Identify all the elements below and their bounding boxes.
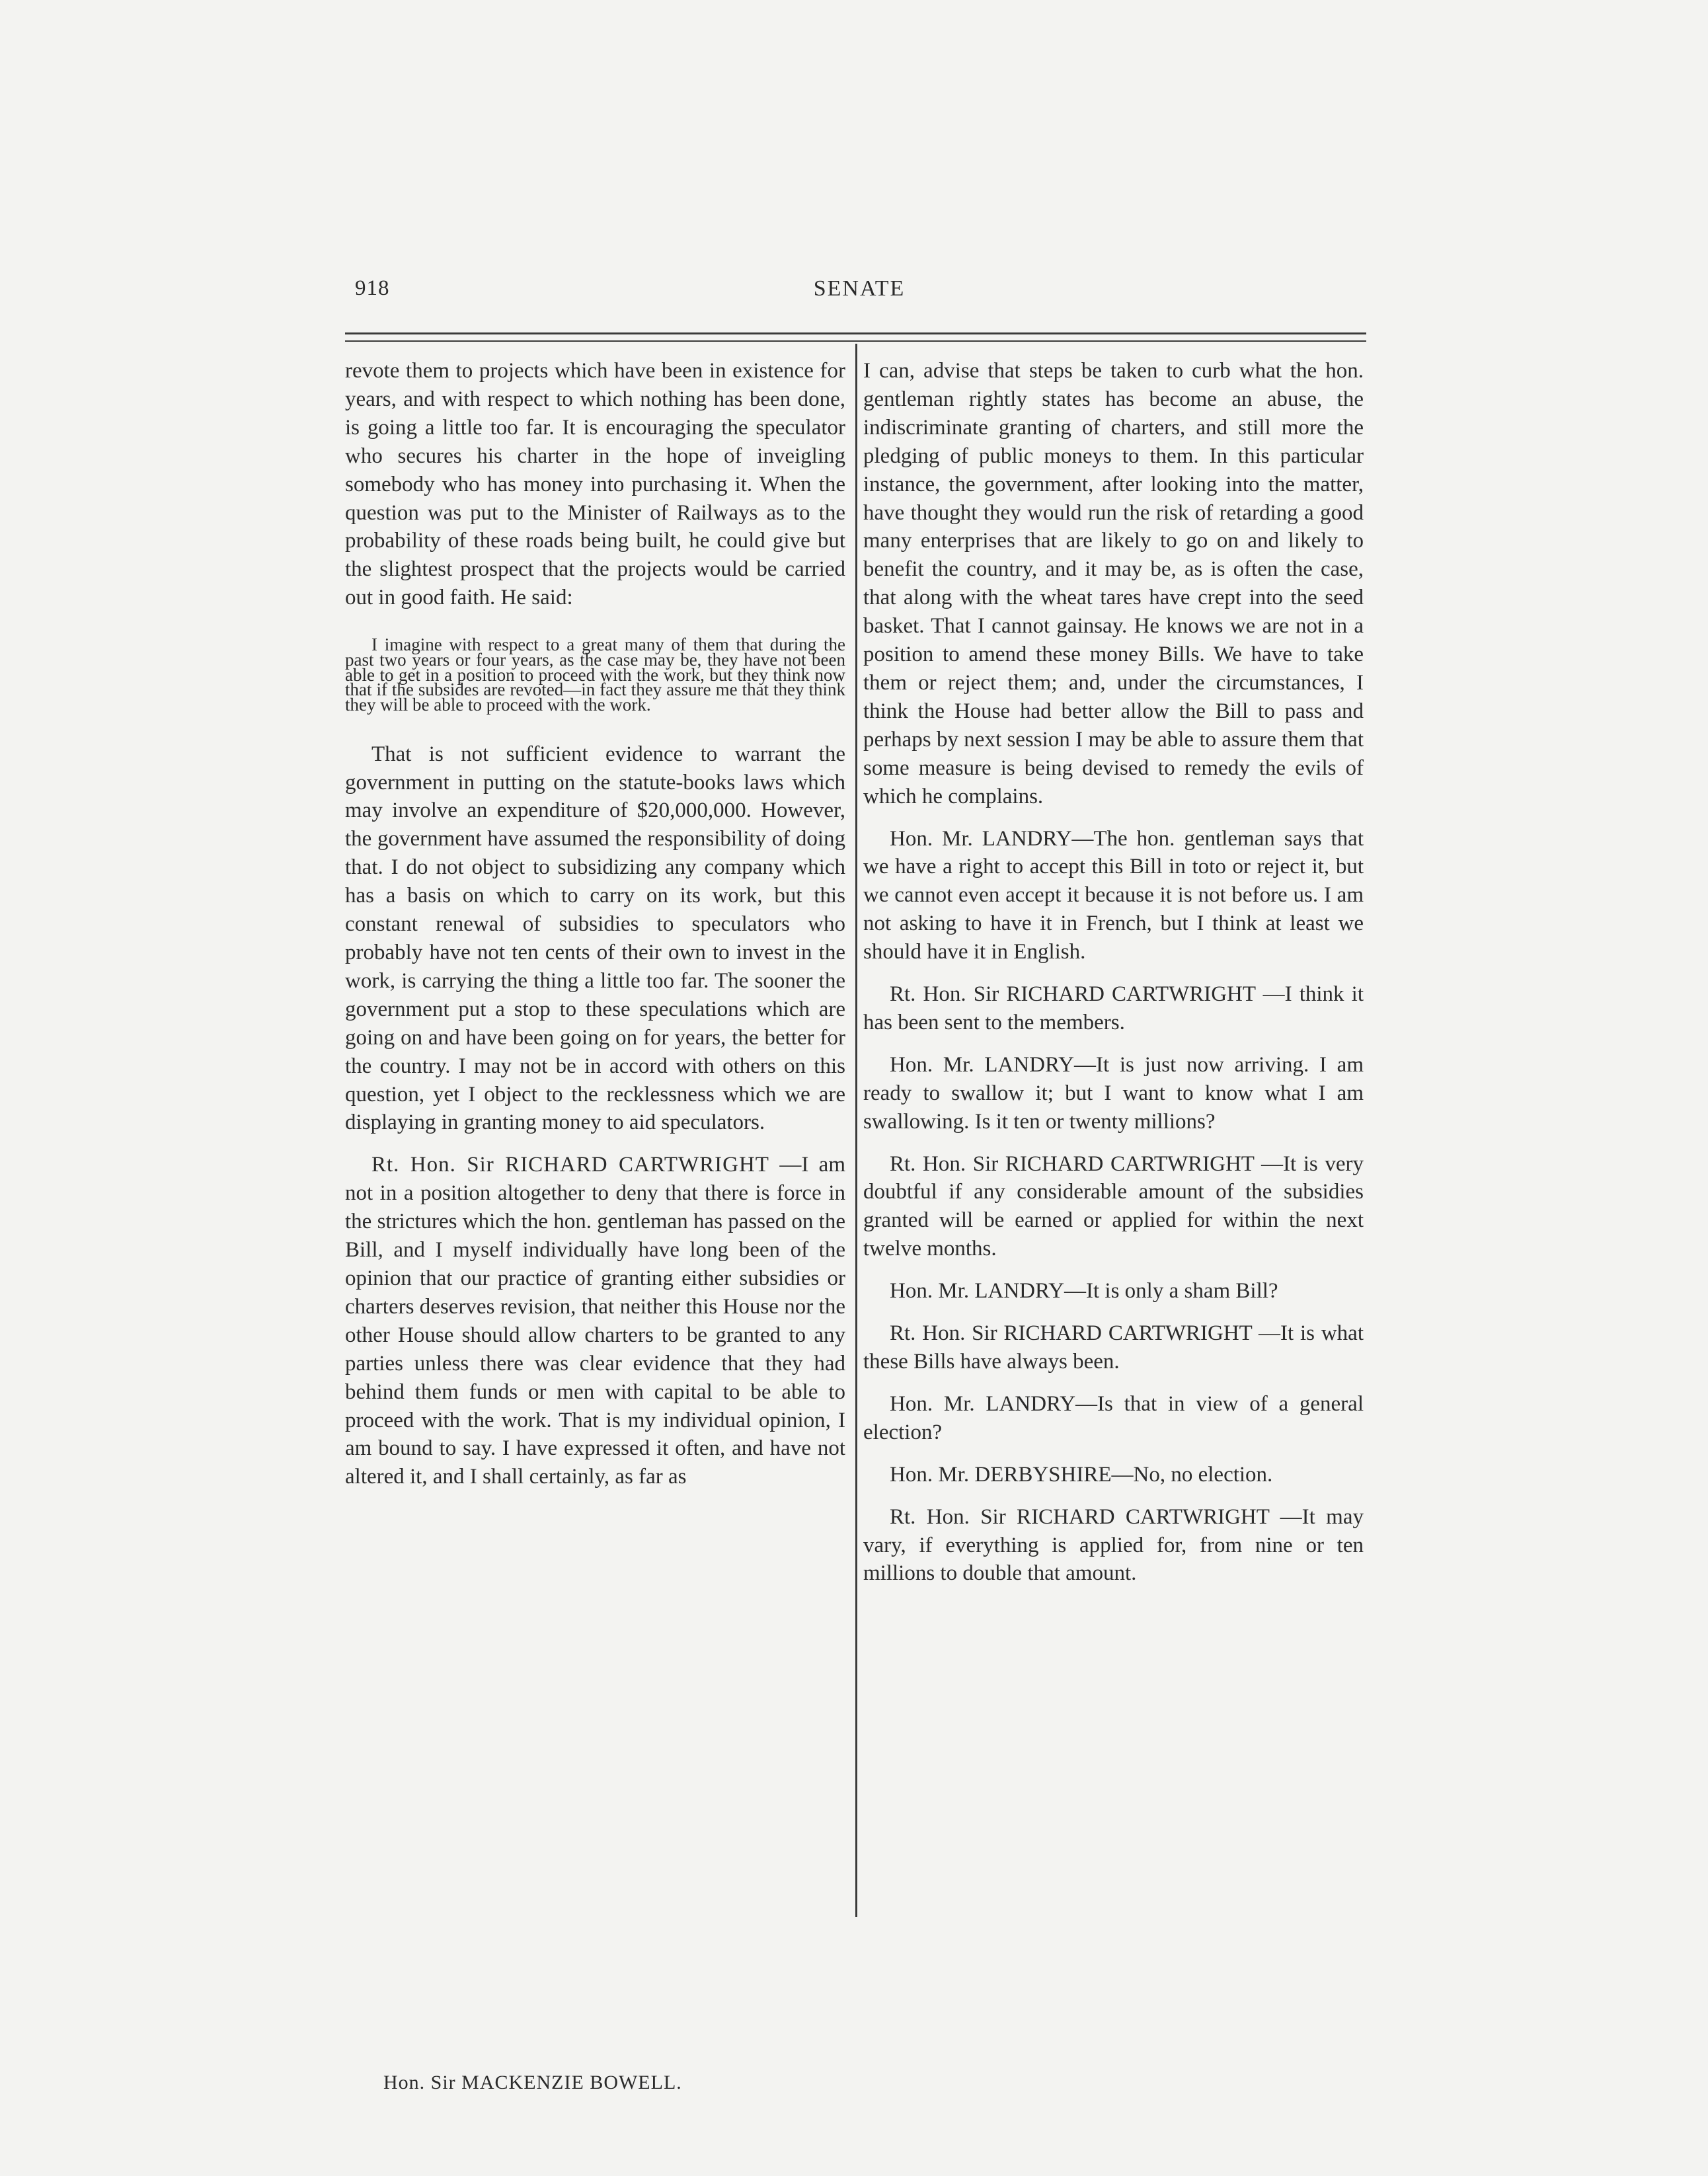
left-block-quote: I imagine with respect to a great many of them that during the past two years or four years, as the case may be, they have not been able to get in a position to proceed with the work, but they think now that if the subsides are revoted—in fact they assure me that they think they will be able to proceed with the work. xyxy=(345,635,845,715)
running-footer: Hon. Sir MACKENZIE BOWELL. xyxy=(383,2072,682,2093)
column-divider xyxy=(855,344,857,1917)
running-head-title: SENATE xyxy=(813,276,906,301)
left-paragraph-3 xyxy=(345,1151,845,1491)
right-paragraph-8: Hon. Mr. LANDRY—Is that in view of a general election? xyxy=(863,1391,1364,1444)
right-paragraph-6: Hon. Mr. LANDRY—It is only a sham Bill? xyxy=(890,1279,1278,1303)
left-paragraph-1: revote them to projects which have been in existence for years, and with respect to which nothing has been done, is going a little too far. It is encouraging the speculator who secures his charter in the hope of inveigling somebody who has money into purchasing it. When the question was put to the Minister of Railways as to the probability of these roads being built, he could give but the slightest prospect that the projects would be carried out in good faith. He said: xyxy=(345,359,845,610)
header-double-rule xyxy=(345,332,1366,342)
right-paragraph-10: Rt. Hon. Sir RICHARD CARTWRIGHT —It may vary, if everything is applied for, from nine or ten millions to double that amount. xyxy=(863,1504,1364,1586)
left-column xyxy=(345,357,845,1491)
page-number: 918 xyxy=(355,276,390,300)
right-paragraph-2: Hon. Mr. LANDRY—The hon. gentleman says that we have a right to accept this Bill in toto or reject it, but we cannot even accept it because it is not before us. I am not asking to have it in French, but I think at least we should have it in English. xyxy=(863,826,1364,964)
right-paragraph-1: I can, advise that steps be taken to curb what the hon. gentleman rightly states has become an abuse, the indiscriminate granting of charters, and still more the pledging of public moneys to them. In this particular instance, the government, after looking into the matter, have thought they would run the risk of retarding a good many enterprises that are likely to go on and likely to benefit the country, and it may be, as is often the case, that along with the wheat tares have crept into the seed basket. That I cannot gainsay. He knows we are not in a position to amend these money Bills. We have to take them or reject them; and, under the circumstances, I think the House had better allow the Bill to pass and perhaps by next session I may be able to assure them that some measure is being devised to remedy the evils of which he complains. xyxy=(863,359,1364,808)
right-paragraph-3: Rt. Hon. Sir RICHARD CARTWRIGHT —I think it has been sent to the members. xyxy=(863,982,1364,1034)
right-paragraph-7: Rt. Hon. Sir RICHARD CARTWRIGHT —It is what these Bills have always been. xyxy=(863,1321,1364,1374)
left-paragraph-2: That is not sufficient evidence to warrant the government in putting on the statute-books laws which may involve an expenditure of $20,000,000. However, the government have assumed the responsibility of doing that. I do not object to subsidizing any company which has a basis on which to carry on its work, but this constant renewal of subsidies to speculators who probably have not ten cents of their own to invest in the work, is carrying the thing a little too far. The sooner the government put a stop to these speculations which are going on and have been going on for years, the better for the country. I may not be in accord with others on this question, yet I object to the recklessness which we are displaying in granting money to aid speculators. xyxy=(345,742,845,1135)
right-paragraph-4: Hon. Mr. LANDRY—It is just now arriving. I am ready to swallow it; but I want to know what I am swallowing. Is it ten or twenty millions? xyxy=(863,1052,1364,1134)
left-paragraph-3-text: —I am not in a position altogether to deny that there is force in the strictures which the hon. gentleman has passed on the Bill, and I myself individually have long been of the opinion that our practice of granting either subsidies or charters deserves revision, that neither this House nor the other House should allow charters to be granted to any parties unless there was clear evidence that they had behind them funds or men with capital to be able to proceed with the work. That is my individual opinion, I am bound to say. I have expressed it often, and have not altered it, and I shall certainly, as far as xyxy=(345,1153,845,1489)
left-paragraph-3-speaker: Rt. Hon. Sir RICHARD CARTWRIGHT xyxy=(371,1153,769,1177)
right-paragraph-5: Rt. Hon. Sir RICHARD CARTWRIGHT —It is very doubtful if any considerable amount of the subsidies granted will be earned or applied for within the next twelve months. xyxy=(863,1151,1364,1261)
right-paragraph-9: Hon. Mr. DERBYSHIRE—No, no election. xyxy=(890,1462,1273,1487)
right-column xyxy=(863,357,1364,1588)
